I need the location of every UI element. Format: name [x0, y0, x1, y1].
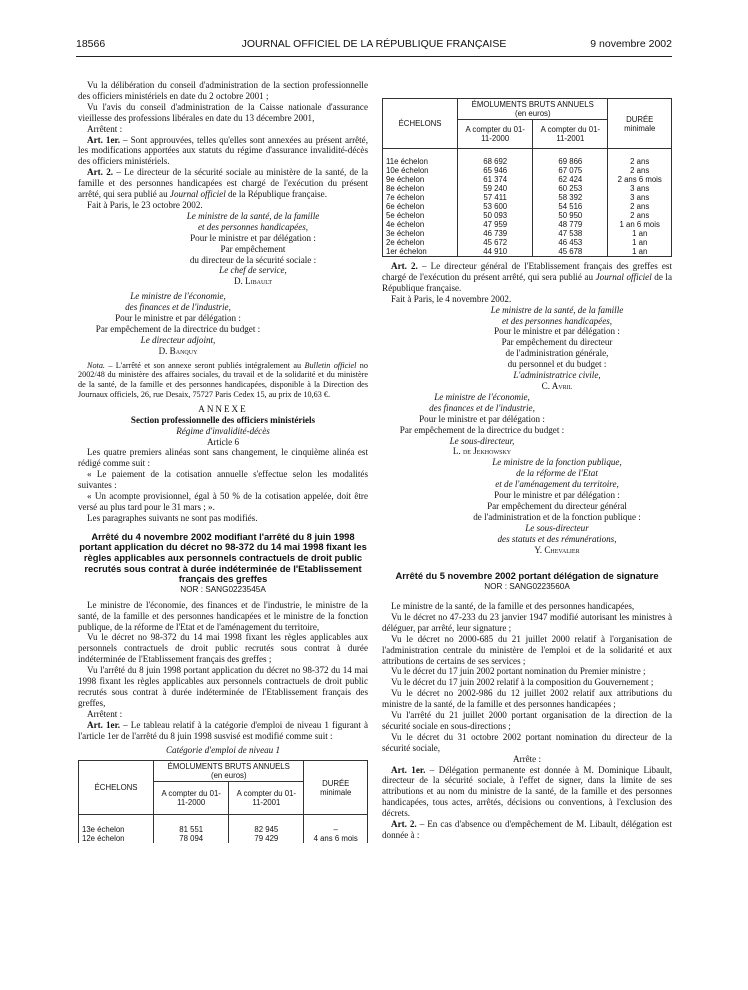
- salary-table: [78, 760, 368, 843]
- signatory-name: D. Banquy: [158, 345, 198, 356]
- table-row: 8e échelon 59 240 60 253 3 ans: [383, 184, 672, 193]
- nor-reference: NOR : SANG0223545A: [180, 584, 266, 594]
- article-1: Art. 1er. – Sont approuvées, telles qu'elles sont annexées au présent arrêté, les modifications apportées aux statuts du régime d'assurance invalidité-décès des officiers ministériels.: [78, 134, 368, 167]
- signature-block: Le ministre de la santé, de la famille et des personnes handicapées, Pour le ministre et par délégation : Par empêchement du directeur de la sécurité sociale : Le chef de service, D. Libault: [138, 211, 368, 287]
- signatory-name: Y. Chevalier: [534, 544, 580, 555]
- table-row: 11e échelon 68 692 69 866 2 ans: [383, 157, 672, 166]
- article-heading: Article 6: [206, 436, 240, 447]
- article-2: Art. 2. – Le directeur général de l'Etablissement français des greffes est chargé de l'exécution du présent arrêté, qui sera publié au Journal officiel de la République française.: [382, 261, 672, 293]
- paragraph: Arrête :: [512, 753, 542, 764]
- table-row: 6e échelon 53 600 54 516 2 ans: [383, 202, 672, 211]
- signatory-name: D. Libault: [233, 276, 273, 287]
- table-row: 3e échelon 46 739 47 538 1 an: [383, 229, 672, 238]
- table-row: 10e échelon 65 946 67 075 2 ans: [383, 166, 672, 175]
- table-row: 5e échelon 50 093 50 950 2 ans: [383, 211, 672, 220]
- signature-block: Le ministre de l'économie, des finances et de l'industrie, Pour le ministre et par délégation : Par empêchement de la directrice du budget : Le sous-directeur, L. de Jekhowsky: [372, 392, 592, 457]
- col-header: A compter du 01-11-2001: [229, 782, 304, 815]
- regime-heading: Régime d'invalidité-décès: [176, 425, 270, 436]
- signatory-name: L. de Jekhowsky: [452, 446, 512, 457]
- col-header: A compter du 01-11-2000: [154, 782, 229, 815]
- signature-block: Le ministre de l'économie, des finances et de l'industrie, Pour le ministre et par délégation : Par empêchement de la directrice du budget : Le directeur adjoint, D. Banquy: [68, 291, 288, 356]
- paragraph: Vu le décret du 31 octobre 2002 portant nomination du directeur de la sécurité sociale,: [382, 731, 672, 753]
- paragraph: Vu l'avis du conseil d'administration de la Caisse nationale d'assurance vieillesse des professions libérales en date du 13 décembre 2001,: [78, 101, 368, 123]
- arrete-title: Arrêté du 5 novembre 2002 portant délégation de signature: [395, 570, 659, 582]
- signatory-name: C. Avril: [541, 380, 573, 391]
- table-row: 4e échelon 47 959 48 779 1 an 6 mois: [383, 220, 672, 229]
- paragraph: Vu le décret no 2002-986 du 12 juillet 2002 relatif aux attributions du ministre de la santé, de la famille et des personnes handicapées ;: [382, 688, 672, 710]
- paragraph: Vu le décret no 47-233 du 23 janvier 1947 modifié autorisant les ministres à déléguer, par arrêté, leur signature ;: [382, 611, 672, 633]
- table-row: 2e échelon 45 672 46 453 1 an: [383, 238, 672, 247]
- col-header: A compter du 01-11-2001: [533, 120, 608, 149]
- emoluments-header: ÉMOLUMENTS BRUTS ANNUELS (en euros): [154, 761, 304, 782]
- right-column: [382, 98, 672, 841]
- table-row: 12e échelon 78 094 79 429 4 ans 6 mois: [79, 834, 368, 843]
- article-2: Art. 2. – En cas d'absence ou d'empêchement de M. Libault, délégation est donnée à :: [382, 819, 673, 840]
- paragraph: « Un acompte provisionnel, égal à 50 % de la cotisation appelée, doit être versé au plus tard pour le 31 mars ; ».: [78, 491, 368, 512]
- emoluments-header: ÉMOLUMENTS BRUTS ANNUELS (en euros): [458, 99, 608, 120]
- issue-date: 9 novembre 2002: [590, 38, 672, 50]
- article-label: Art. 2.: [87, 167, 114, 178]
- nota: Nota. – L'arrêté et son annexe seront publiés intégralement au Bulletin officiel no 2002/48 du ministère des affaires sociales, du travail et de la solidarité et du ministère de la santé, de la famille et des personnes handicapées, disponible à la Direction des Journaux officiels, 26, rue Desaix, 75727 Paris Cedex 15, au prix de 10,63 €.: [78, 360, 368, 400]
- signature-block: Le ministre de la santé, de la famille et des personnes handicapées, Pour le ministre et par délégation : Par empêchement du directeur de l'administration générale, du personnel et du budget : L'administratrice civile, C. Avril: [442, 305, 672, 392]
- paragraph: Vu le décret no 98-372 du 14 mai 1998 fixant les règles applicables aux personnels contractuels de droit public recrutés sous contrat à durée indéterminée de l'Etablissement français des greffes ;: [78, 632, 368, 665]
- nor-reference: NOR : SANG0223560A: [484, 582, 570, 592]
- paragraph: Vu le décret du 17 juin 2002 relatif à la composition du Gouvernement ;: [391, 677, 654, 688]
- paragraph: Le ministre de l'économie, des finances et de l'industrie, le ministre de la santé, de la famille et des personnes handicapées et le ministre de la fonction publique, de la réforme de l'Etat et de l'aménagement du territoire,: [78, 599, 368, 632]
- paragraph: Vu l'arrêté du 21 juillet 2000 portant organisation de la direction de la sécurité sociale en sous-directions ;: [382, 710, 672, 731]
- echelons-header: ÉCHELONS: [383, 99, 458, 149]
- article-label: Art. 1er.: [87, 134, 120, 145]
- echelons-header: ÉCHELONS: [79, 761, 154, 815]
- table-row: 9e échelon 61 374 62 424 2 ans 6 mois: [383, 175, 672, 184]
- salary-table: [382, 98, 672, 257]
- paragraph: Les paragraphes suivants ne sont pas modifiés.: [87, 512, 258, 523]
- article-1: Art. 1er. – Délégation permanente est donnée à M. Dominique Libault, directeur de la sécurité sociale, à l'effet de signer, dans la limite de ses attributions et au nom du ministre de la santé, de la famille et des personnes handicapées, tous actes, arrêtés, décisions ou conventions, à l'exclusion des décrets.: [382, 764, 672, 819]
- left-column: [78, 80, 368, 843]
- paragraph: Vu le décret du 17 juin 2002 portant nomination du Premier ministre ;: [391, 666, 646, 677]
- paragraph: Les quatre premiers alinéas sont sans changement, le cinquième alinéa est rédigé comme suit :: [78, 447, 368, 469]
- fait-a-paris: Fait à Paris, le 4 novembre 2002.: [391, 293, 512, 304]
- table-row: 13e échelon 81 551 82 945 –: [79, 825, 368, 834]
- table-caption: Catégorie d'emploi de niveau 1: [165, 745, 281, 756]
- paragraph: « Le paiement de la cotisation annuelle s'effectue selon les modalités suivantes :: [78, 469, 368, 491]
- table-row: 7e échelon 57 411 58 392 3 ans: [383, 193, 672, 202]
- paragraph: Arrêtent :: [87, 123, 123, 134]
- article-2: Art. 2. – Le directeur de la sécurité sociale au ministère de la santé, de la famille et des personnes handicapées est chargé de l'exécution du présent arrêté, qui sera publié au Journal officiel de la République française.: [78, 167, 369, 200]
- journal-title: JOURNAL OFFICIEL DE LA RÉPUBLIQUE FRANÇAISE: [241, 38, 507, 50]
- page-number: 18566: [76, 38, 106, 50]
- paragraph: Vu la délibération du conseil d'administration de la section professionnelle des officiers ministériels en date du 2 octobre 2001 ;: [78, 80, 368, 101]
- duree-header: DURÉE minimale: [608, 99, 672, 149]
- paragraph: Vu l'arrêté du 8 juin 1998 portant application du décret no 98-372 du 14 mai 1998 fixant les règles applicables aux personnels contractuels de droit public recrutés sous contrat à durée indéterminée de l'Etablissement français des greffes,: [78, 665, 368, 708]
- paragraph: Le ministre de la santé, de la famille et des personnes handicapées,: [391, 600, 635, 611]
- header-rule: [76, 56, 672, 57]
- paragraph: Vu le décret no 2000-685 du 21 juillet 2000 relatif à l'organisation de l'administration centrale du ministère de l'emploi et de la solidarité et aux attributions de certains de ses services ;: [382, 633, 672, 666]
- paragraph: Arrêtent :: [87, 708, 123, 719]
- section-heading: Section professionnelle des officiers ministériels: [130, 414, 316, 425]
- signature-block: Le ministre de la fonction publique, de la réforme de l'Etat et de l'aménagement du territoire, Pour le ministre et par délégation : Par empêchement du directeur général de l'administration et de la fonction publique : Le sous-directeur des statuts et des rémunérations, Y. Chevalier: [442, 457, 672, 555]
- col-header: A compter du 01-11-2000: [458, 120, 533, 149]
- annexe-heading: ANNEXE: [198, 403, 248, 414]
- table-row: 1er échelon 44 910 45 678 1 an: [383, 247, 672, 257]
- fait-a-paris: Fait à Paris, le 23 octobre 2002.: [87, 199, 203, 210]
- page-header: [0, 38, 748, 54]
- duree-header: DURÉE minimale: [304, 761, 368, 815]
- article-1: Art. 1er. – Le tableau relatif à la catégorie d'emploi de niveau 1 figurant à l'article 1er de l'arrêté du 8 juin 1998 susvisé est modifié comme suit :: [78, 719, 368, 741]
- arrete-title: Arrêté du 4 novembre 2002 modifiant l'arrêté du 8 juin 1998 portant application du décret no 98-372 du 14 mai 1998 fixant les règles applicables aux personnels contractuels de droit public recrutés sous contrat à durée indéterminée de l'Etablissement français des greffes: [79, 530, 367, 585]
